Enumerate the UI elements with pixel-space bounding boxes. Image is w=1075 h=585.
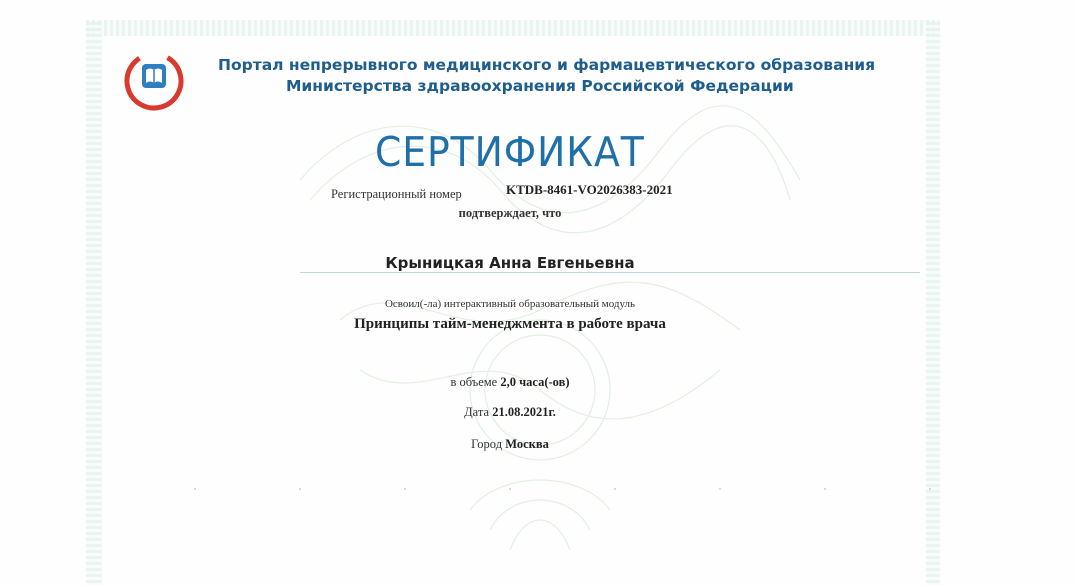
- mastered-text: Освоил(-ла) интерактивный образовательный модуль: [384, 298, 636, 310]
- city-line: [0, 437, 1020, 452]
- city-value: Москва: [505, 437, 549, 451]
- certificate-title: СЕРТИФИКАТ: [374, 128, 645, 176]
- portal-name-line1: Портал непрерывного медицинского и фармацевтического образования: [218, 56, 876, 74]
- date-value: 21.08.2021г.: [492, 405, 556, 419]
- dotted-rule: [190, 484, 970, 494]
- module-title: Принципы тайм-менеджмента в работе врача: [354, 316, 666, 332]
- volume-value: 2,0 часа(-ов): [500, 375, 570, 389]
- city-prefix: Город: [471, 437, 503, 451]
- registration-number: KTDB-8461-VO2026383-2021: [506, 182, 673, 197]
- portal-name-line2: Министерства здравоохранения Российской Федерации: [286, 77, 794, 95]
- volume-prefix: в объеме: [450, 375, 498, 389]
- divider-line: [300, 272, 920, 273]
- recipient-name: Крыницкая Анна Евгеньевна: [385, 254, 635, 272]
- date-line: [0, 405, 1020, 420]
- book-logo-icon: [122, 50, 186, 112]
- date-prefix: Дата: [464, 405, 490, 419]
- volume-line: [0, 375, 1020, 390]
- registration-label: Регистрационный номер: [331, 187, 462, 201]
- confirms-text: подтверждает, что: [458, 206, 562, 220]
- decorative-border-top: [86, 20, 940, 36]
